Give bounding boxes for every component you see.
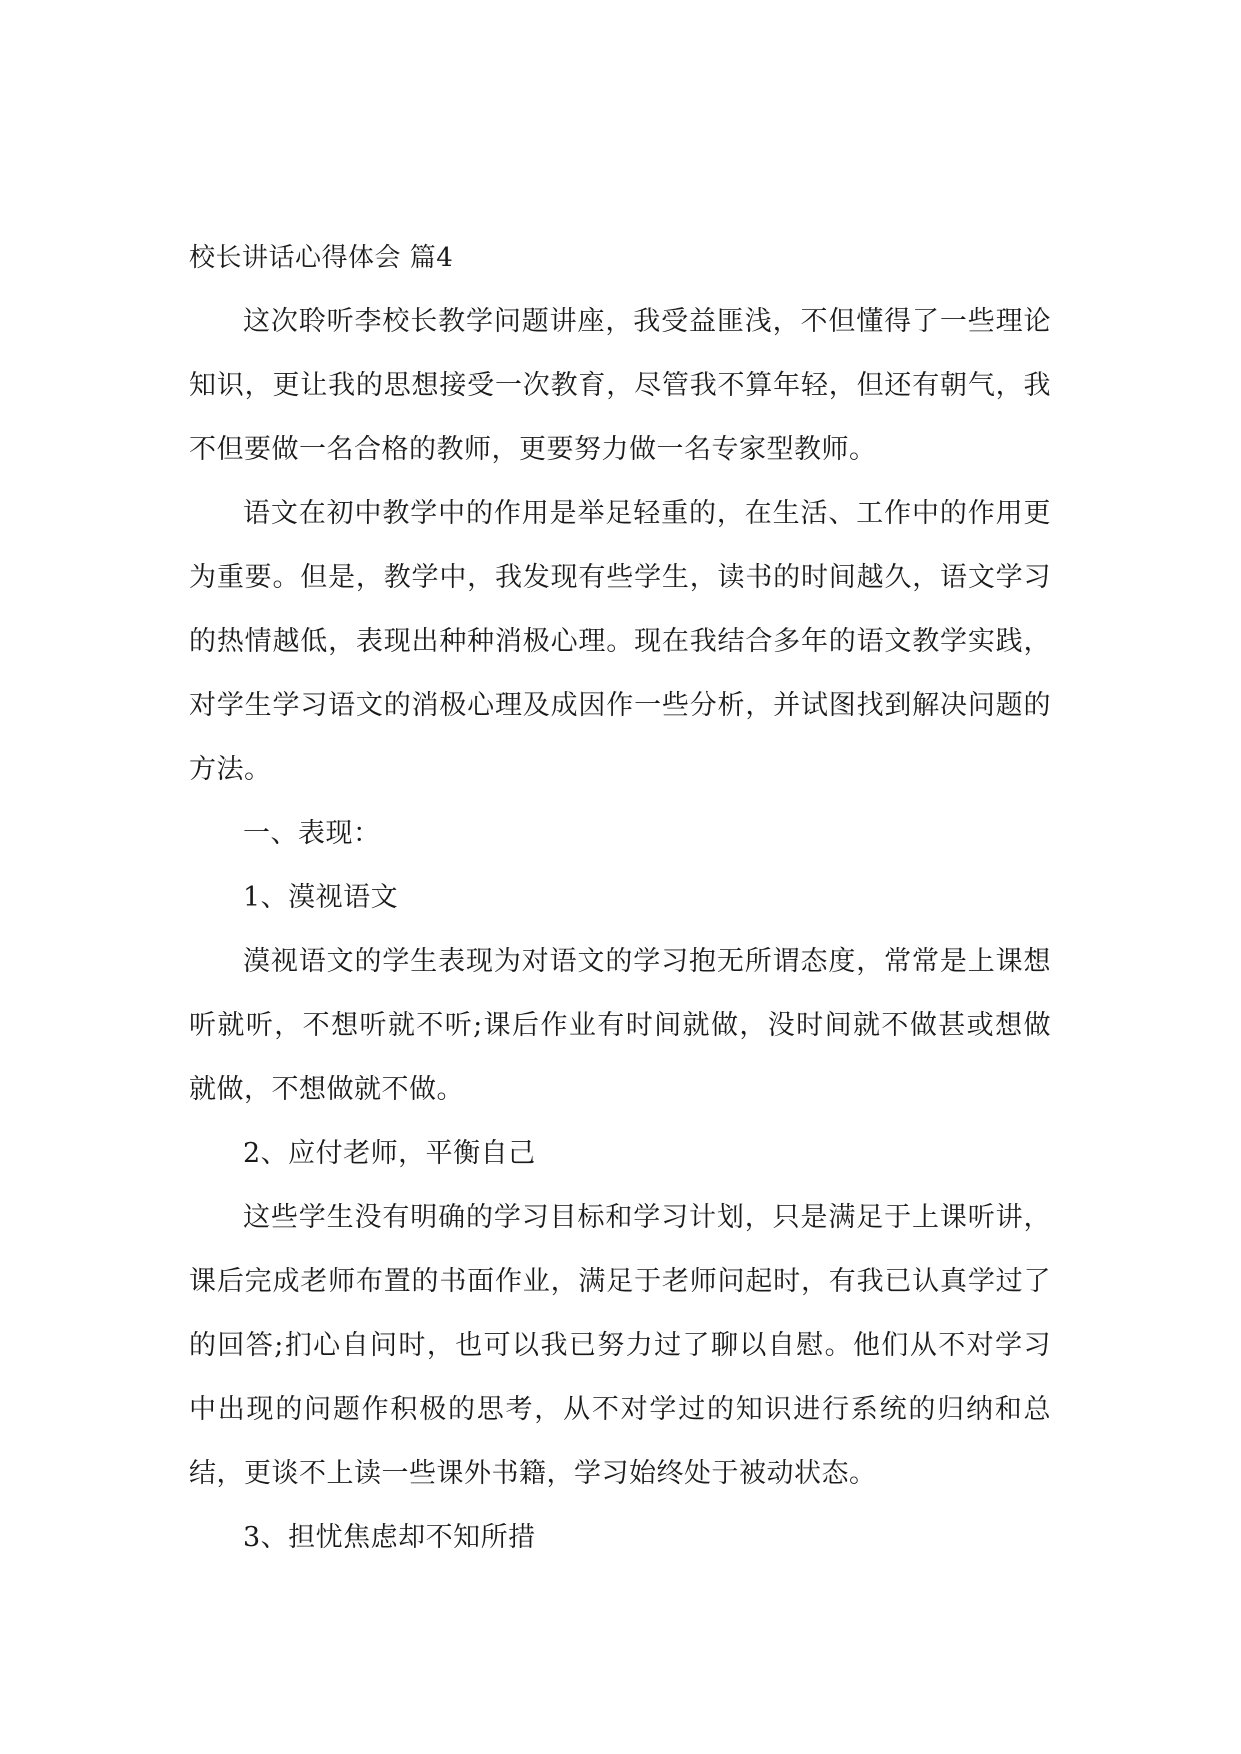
subheading-2: 2、应付老师，平衡自己 [243, 1138, 536, 1169]
paragraph-intro: 这次聆听李校长教学问题讲座，我受益匪浅，不但懂得了一些理论知识，更让我的思想接受一次教育，尽管我不算年轻，但还有朝气，我不但要做一名合格的教师，更要努力做一名专家型教师。 [189, 306, 1051, 465]
subheading-1: 1、漠视语文 [243, 882, 399, 913]
paragraph-1: 漠视语文的学生表现为对语文的学习抱无所谓态度，常常是上课想听就听，不想听就不听;课后作业有时间就做，没时间就不做甚或想做就做，不想做就不做。 [189, 946, 1051, 1105]
section-heading-performance: 一、表现： [243, 818, 381, 849]
paragraph-background: 语文在初中教学中的作用是举足轻重的，在生活、工作中的作用更为重要。但是，教学中，我发现有些学生，读书的时间越久，语文学习的热情越低，表现出种种消极心理。现在我结合多年的语文教学实践，对学生学习语文的消极心理及成因作一些分析，并试图找到解决问题的方法。 [189, 498, 1051, 785]
subheading-3: 3、担忧焦虑却不知所措 [243, 1522, 536, 1553]
document-body [189, 226, 1051, 1570]
paragraph-2: 这些学生没有明确的学习目标和学习计划，只是满足于上课听讲，课后完成老师布置的书面作业，满足于老师问起时，有我已认真学过了的回答;扪心自问时，也可以我已努力过了聊以自慰。他们从不对学习中出现的问题作积极的思考，从不对学过的知识进行系统的归纳和总结，更谈不上读一些课外书籍，学习始终处于被动状态。 [189, 1202, 1051, 1489]
document-title: 校长讲话心得体会 篇4 [189, 243, 454, 273]
